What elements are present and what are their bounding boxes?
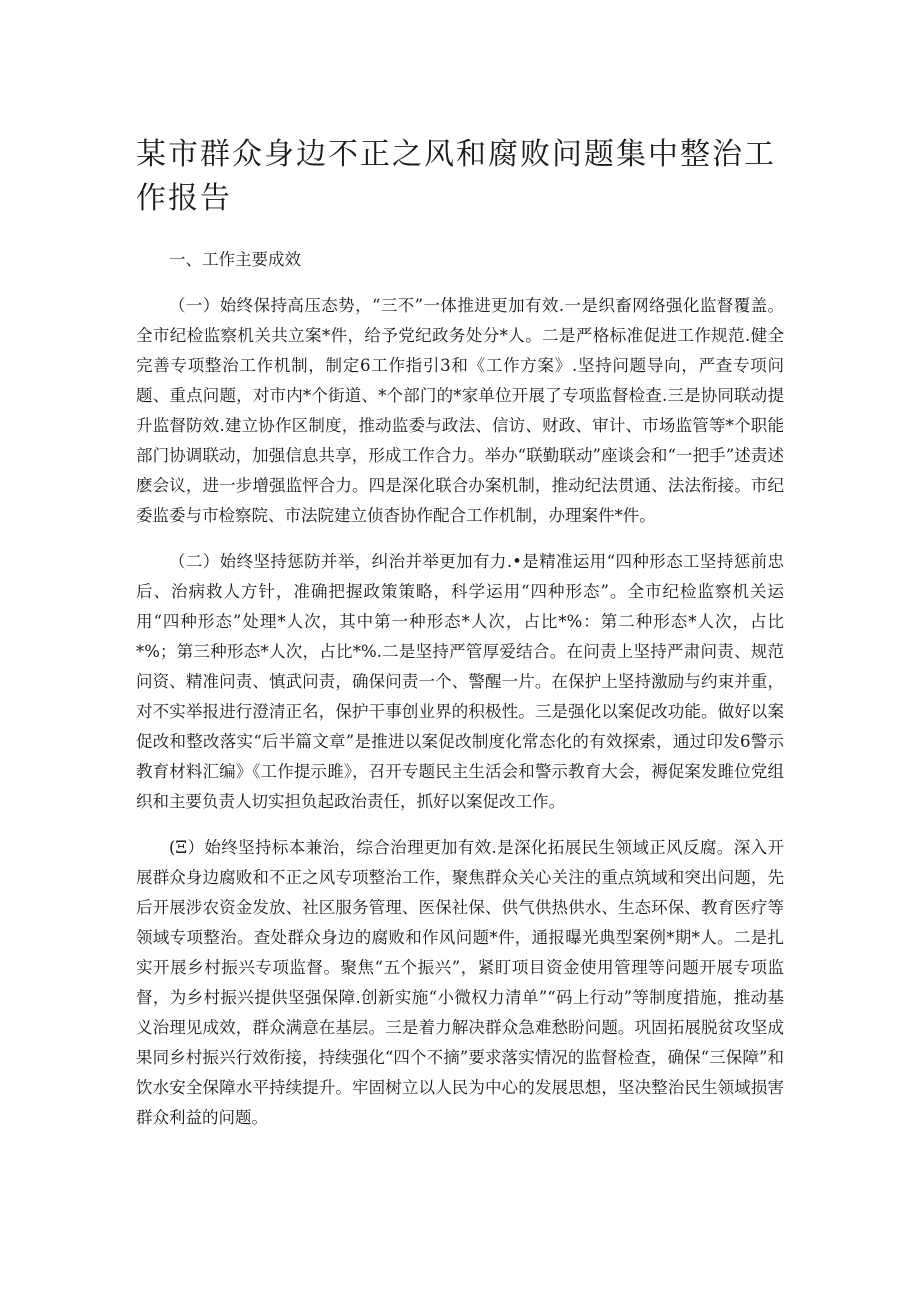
document-body: [136, 243, 784, 1149]
paragraph-3: (Ξ）始终坚持标本兼治，综合治理更加有效.是深化拓展民生领域正风反腐。深入开展群众身边腐败和不正之风专项整治工作，聚焦群众关心关注的重点筑域和突出问题，先后开展涉农资金发放、社区服务管理、医保社保、供气供热供水、生态环保、教育医疗等领域专项整治。查处群众身边的腐败和作风问题*件，通报曝光典型案例*期*人。二是扎实开展乡村振兴专项监督。聚焦“五个振兴”，紧盯项目资金使用管理等问题开展专项监督，为乡村振兴提供坚强保障.创新实施“小微权力清单”“码上行动”等制度措施，推动基义治理见成效，群众满意在基层。三是着力解决群众急难愁盼问题。巩固拓展脱贫攻坚成果同乡村振兴行效衔接，持续强化“四个不摘”要求落实情况的监督检查，确保“三保障”和饮水安全保障水平持续提升。牢固树立以人民为中心的发展思想，坚决整治民生领域损害群众利益的问题。: [136, 838, 784, 1127]
paragraph-2: （二）始终坚持惩防并举，纠治并举更加有力.•是精准运用“四种形态工坚持惩前忠后、治病救人方针，准确把握政策策略，科学运用“四种形态”。全市纪检监察机关运用“四种形态”处理*人次，其中第一种形态*人次，占比*%：第二种形态*人次，占比*%；第三种形态*人次，占比*%.二是坚持严管厚爱结合。在问责上坚持严肃问责、规范问资、精准问责、慎武问责，确保问责一个、警醒一片。在保护上坚持激励与约束并重，对不实举报进行澄清正名，保护干事创业界的积极性。三是强化以案促改功能。做好以案促改和整改落实“后半篇文章”是推进以案促改制度化常态化的有效探索，通过印发6警示教育材料汇编》《工作提示雎》，召开专题民主生活会和警示教育大会，褥促案发雎位党组织和主要负责人切实担负起政治责任，抓好以案促改工作。: [136, 552, 784, 811]
paragraph-1: （一）始终保持高压态势，“三不”一体推进更加有效.一是织畜网络强化监督覆盖。全市纪检监察机关共立案*件，给予党纪政务处分*人。二是严格标准促进工作规范.健全完善专项整治工作机制，制定6工作指引3和《工作方案》.坚持问题导向，严查专项问题、重点问题，对市内*个街道、*个部门的*家单位开展了专项监督检查.三是协同联动提升监督防效.建立协作区制度，推动监委与政法、信访、财政、审计、市场监管等*个职能部门协调联动，加强信息共享，形成工作合力。举办“联勤联动”座谈会和“一把手”述责述麽会议，进一步增强监怦合力。四是深化联合办案机制，推动纪法贯通、法法衔接。市纪委监委与市检察院、市法院建立侦杳协作配合工作机制，办理案件*件。: [136, 296, 784, 525]
section-heading: 一、工作主要成效: [169, 250, 301, 269]
document-title: 某市群众身边不正之风和腐败问题集中整治工作报告: [136, 137, 776, 216]
